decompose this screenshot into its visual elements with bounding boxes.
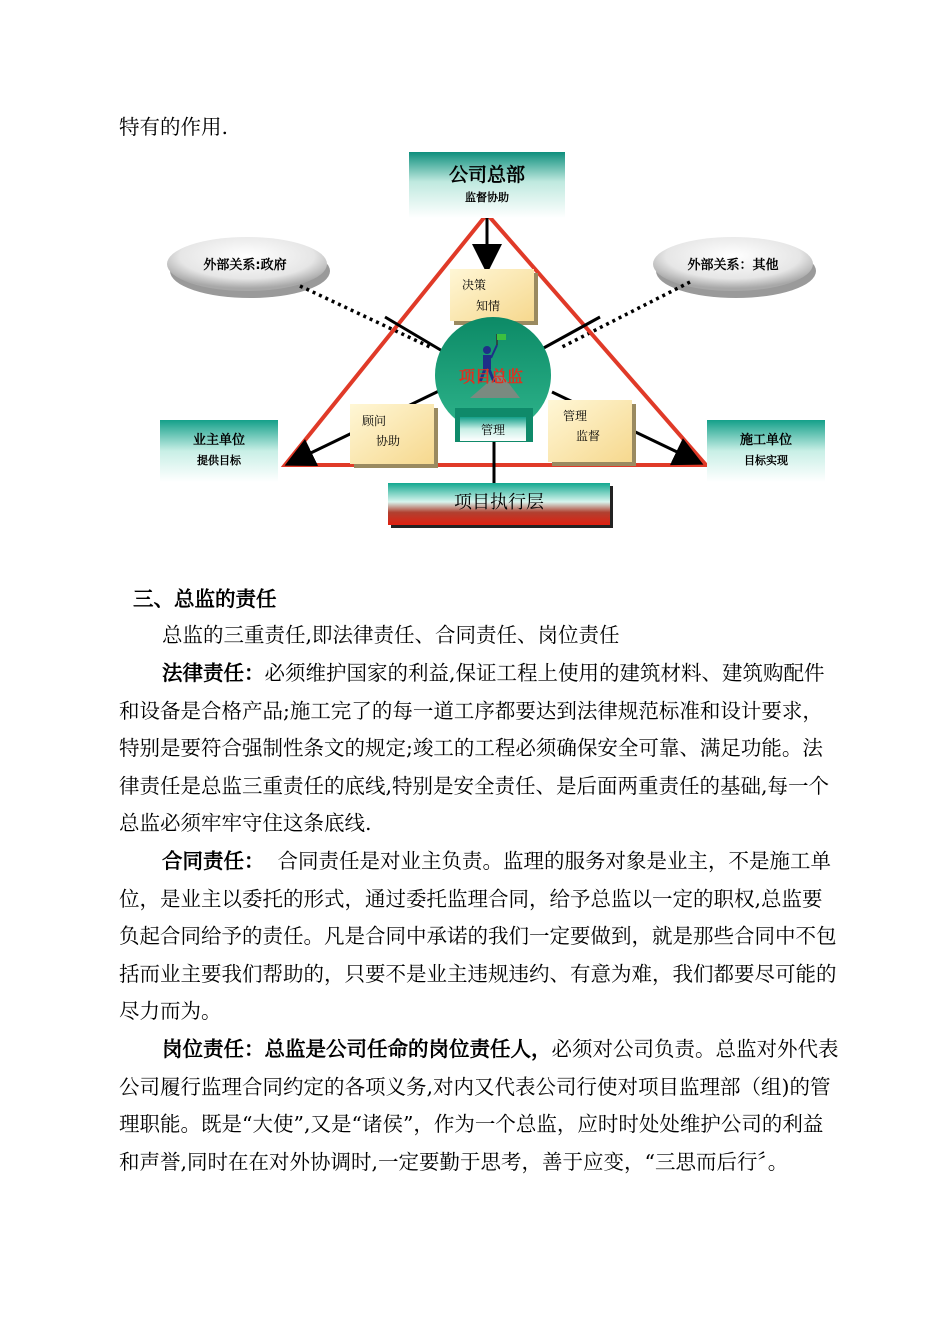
manage-node [460, 417, 526, 441]
supervise-text-1: 管理 [563, 409, 588, 423]
dotted-connector-right [562, 282, 690, 347]
supervise-node [548, 400, 636, 466]
advisor-node [350, 404, 438, 468]
supervise-text-2: 监督 [576, 429, 601, 443]
hq-subtitle: 监督协助 [465, 191, 509, 204]
ext-gov-label: 外部关系:政府 [203, 258, 287, 273]
owner-text-2: 提供目标 [197, 454, 241, 467]
legal-text: 必须维护国家的利益,保证工程上使用的建筑材料、建筑购配件和设备是合格产品;施工完了的每一道工序都要达到法律规范标准和设计要求，特别是要符合强制性条文的规定;竣工的工程必须确保安全可靠、满足功能。法律责任是总监三重责任的底线,特别是安全责任、是后面两重责任的基础,每一个总监必须牢牢守住这条底线. [119, 661, 830, 836]
owner-node [160, 420, 278, 482]
hq-node [409, 152, 565, 218]
center-label: 项目总监 [458, 367, 524, 386]
exec-layer-node [388, 483, 613, 528]
advisor-text-1: 顾问 [362, 414, 387, 428]
ext-gov-node [167, 237, 330, 298]
summary-text: 总监的三重责任,即法律责任、合同责任、岗位责任 [162, 623, 620, 647]
decision-node [450, 269, 538, 325]
manage-label: 管理 [480, 423, 506, 437]
owner-text-1: 业主单位 [192, 433, 246, 448]
hq-title: 公司总部 [448, 164, 526, 186]
decision-text-2: 知情 [476, 299, 501, 313]
contract-label: 合同责任： [162, 849, 265, 873]
exec-layer-label: 项目执行层 [454, 492, 544, 513]
decision-text-1: 决策 [462, 278, 487, 292]
contract-text: 合同责任是对业主负责。监理的服务对象是业主，不是施工单位，是业主以委托的形式，通过委托监理合同，给予总监以一定的职权,总监要负起合同给予的责任。凡是合同中承诺的我们一定要做到，就是那些合同中不包括而业主要我们帮助的，只要不是业主违规违约、有意为难，我们都要尽可能的尽力而为。 [119, 849, 837, 1024]
ext-other-label: 外部关系：其他 [687, 258, 779, 273]
dotted-connector-left [300, 286, 430, 347]
legal-paragraph [119, 655, 839, 843]
post-text: 必须对公司负责。总监对外代表公司履行监理合同约定的各项义务,对内又代表公司行使对项目监理部（组)的管理职能。既是“大使”,又是“诸侯”，作为一个总监，应时时处处维护公司的利益和声誉,同时在在对外协调时,一定要勤于思考，善于应变，“三思而后行〞。 [119, 1037, 839, 1174]
legal-label: 法律责任： [162, 661, 265, 685]
advisor-text-2: 协助 [376, 434, 401, 448]
section-heading: 三、总监的责任 [133, 587, 277, 611]
line-to-gov [385, 317, 444, 352]
post-paragraph [119, 1031, 839, 1181]
contractor-text-2: 目标实现 [744, 454, 788, 467]
post-label: 岗位责任：总监是公司任命的岗位责任人， [162, 1037, 552, 1061]
contractor-text-1: 施工单位 [739, 433, 793, 448]
intro-text: 特有的作用. [119, 115, 229, 139]
org-diagram [0, 0, 950, 580]
contractor-node [707, 420, 825, 482]
contract-paragraph [119, 843, 839, 1031]
summary-paragraph [119, 617, 839, 655]
